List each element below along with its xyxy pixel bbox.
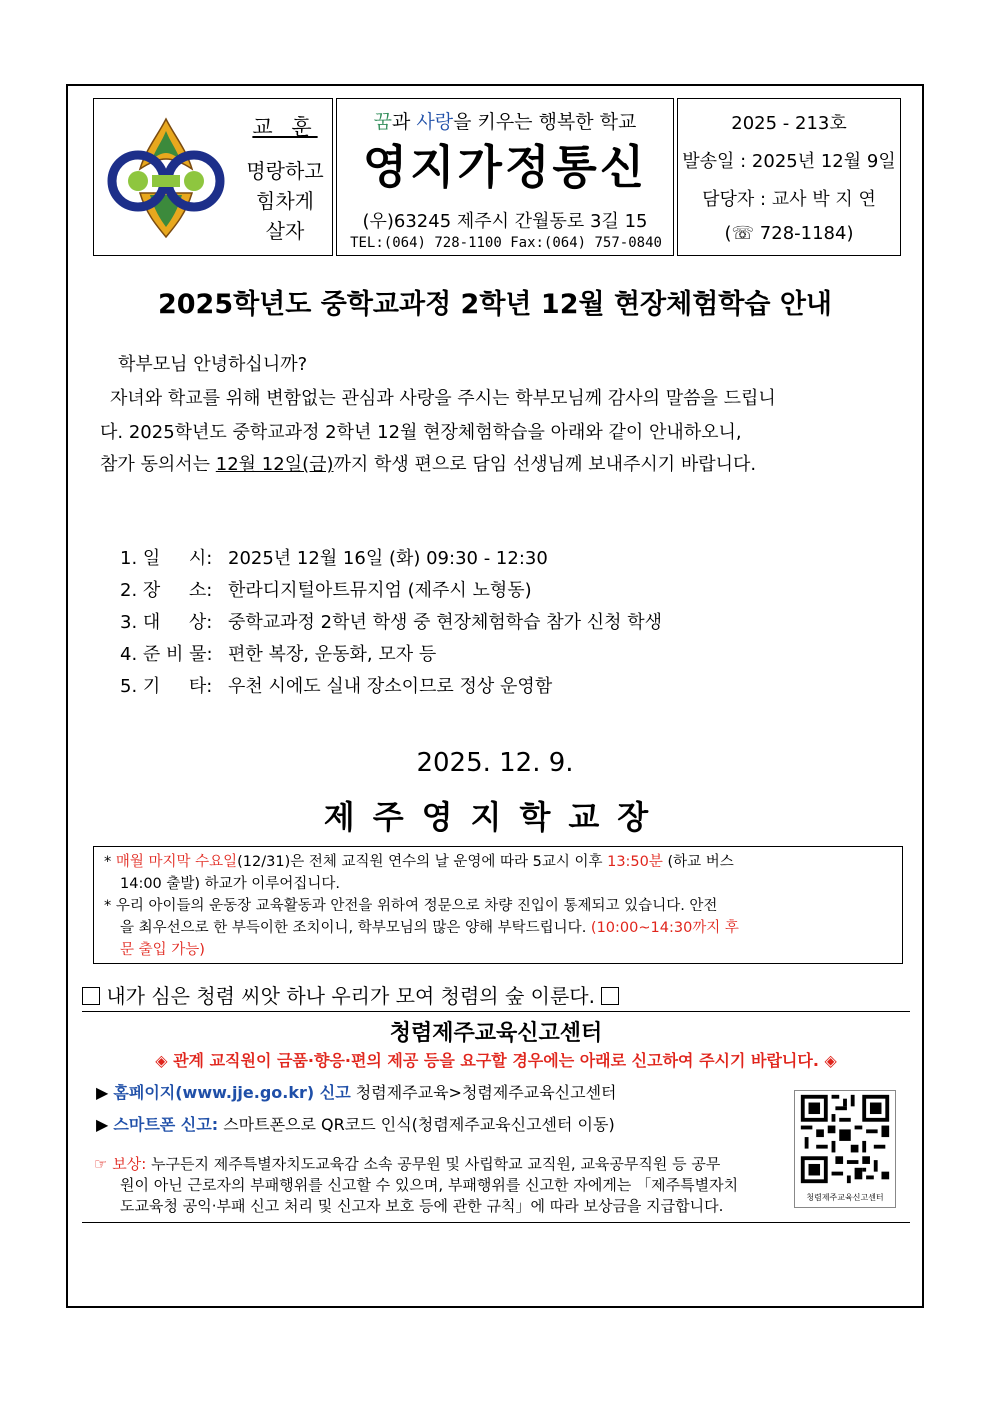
web-report: ▶ 홈페이지(www.jje.go.kr) 신고 청렴제주교육>청렴제주교육신고센터 <box>96 1083 617 1102</box>
title-cell <box>336 98 674 256</box>
detail-item: 5. 기 타: 우천 시에도 실내 장소이므로 정상 운영함 <box>120 676 553 697</box>
detail-item: 1. 일 시: 2025년 12월 16일 (화) 09:30 - 12:30 <box>120 548 548 569</box>
motto-line-3: 살자 <box>265 219 305 243</box>
qr-caption: 청렴제주교육신고센터 <box>806 1193 884 1202</box>
tel-fax: TEL:(064) 728-1100 Fax:(064) 757-0840 <box>350 235 662 251</box>
detail-item: 4. 준 비 물: 편한 복장, 운동화, 모자 등 <box>120 644 437 665</box>
integrity-pledge: 내가 심은 청렴 씨앗 하나 우리가 모여 청렴의 숲 이룬다. <box>82 980 619 1009</box>
notice-2-cont2: 문 출입 가능) <box>120 942 205 958</box>
web-report-link[interactable]: 홈페이지(www.jje.go.kr) 신고 <box>113 1083 351 1102</box>
qr-code-icon <box>795 1091 895 1187</box>
notice-1: * 매월 마지막 수요일(12/31)은 전체 교직원 연수의 날 운영에 따라 5교시 이후 13:50분 (하교 버스 <box>104 854 734 870</box>
report-center-subtitle: ◈ 관계 교직원이 금품·향응·편의 제공 등을 요구할 경우에는 아래로 신고하여 주시기 바랍니다. ◈ <box>155 1051 837 1070</box>
body-line-3: 참가 동의서는 12월 12일(금)까지 학생 편으로 담임 선생님께 보내주시기 바랍니다. <box>100 454 757 475</box>
body-line-2: 다. 2025학년도 중학교과정 2학년 12월 현장체험학습을 아래와 같이 안내하오니, <box>100 422 742 443</box>
motto-cell <box>93 98 333 256</box>
document-title: 2025학년도 중학교과정 2학년 12월 현장체험학습 안내 <box>157 289 833 320</box>
phone-report: ▶ 스마트폰 신고: 스마트폰으로 QR코드 인식(청렴제주교육신고센터 이동) <box>96 1115 615 1134</box>
motto-heading: 교 훈 <box>252 115 318 139</box>
deadline: 12월 12일(금) <box>215 454 334 475</box>
header-table <box>93 98 901 256</box>
divider <box>82 1011 910 1012</box>
checkbox-icon <box>82 987 100 1005</box>
arrow-right-icon: ▶ <box>96 1083 109 1102</box>
report-center-title: 청렴제주교육신고센터 <box>389 1021 603 1046</box>
notice-1-cont: 14:00 출발) 하교가 이루어집니다. <box>120 876 340 892</box>
newsletter-title: 영지가정통신 <box>362 140 648 194</box>
detail-item: 2. 장 소: 한라디지털아트뮤지엄 (제주시 노형동) <box>120 580 532 601</box>
checkbox-icon <box>601 987 619 1005</box>
body-line-1: 자녀와 학교를 위해 변함없는 관심과 사랑을 주시는 학부모님께 감사의 말씀을 드립니 <box>110 388 776 409</box>
divider <box>82 1222 910 1223</box>
greeting: 학부모님 안녕하십니까? <box>118 354 308 375</box>
contact-person: 담당자 : 교사 박 지 연 <box>702 189 876 210</box>
issue-date: 발송일 : 2025년 12월 9일 <box>682 151 896 172</box>
qr-code[interactable] <box>794 1090 896 1208</box>
school-slogan: 꿈과 사랑을 키우는 행복한 학교 <box>373 111 637 133</box>
reward-info: ☞ 보상: 누구든지 제주특별자치도교육감 소속 공무원 및 사립학교 교직원, 교육공무직원 등 공무 원이 아닌 근로자의 부패행위를 신고할 수 있으며, 부패행위를 신고한 자에게는 「제주특별자치 도교육청 공익·부패 신고 처리 및 신고자 보호 등에 관한 규칙」에 따라 보상금을 지급합니다. <box>94 1155 739 1215</box>
pointing-hand-icon: ☞ <box>94 1155 108 1173</box>
principal-signature: 제주영지학교장 <box>323 798 667 836</box>
motto-line-1: 명랑하고 <box>246 159 324 183</box>
notice-2-cont: 을 최우선으로 한 부득이한 조치이니, 학부모님의 많은 양해 부탁드립니다. (10:00~14:30까지 후 <box>120 920 739 936</box>
issue-date-large: 2025. 12. 9. <box>416 748 574 778</box>
issue-number: 2025 - 213호 <box>731 113 847 134</box>
school-logo-icon <box>100 113 232 241</box>
school-address: (우)63245 제주시 간월동로 3길 15 <box>362 211 648 232</box>
issue-cell <box>677 98 901 256</box>
motto-line-2: 힘차게 <box>256 189 314 213</box>
detail-item: 3. 대 상: 중학교과정 2학년 학생 중 현장체험학습 참가 신청 학생 <box>120 612 663 633</box>
arrow-right-icon: ▶ <box>96 1115 109 1134</box>
notice-2: * 우리 아이들의 운동장 교육활동과 안전을 위하여 정문으로 차량 진입이 통제되고 있습니다. 안전 <box>104 898 718 914</box>
contact-phone: (☏ 728-1184) <box>724 223 854 244</box>
notice-box <box>93 846 903 964</box>
